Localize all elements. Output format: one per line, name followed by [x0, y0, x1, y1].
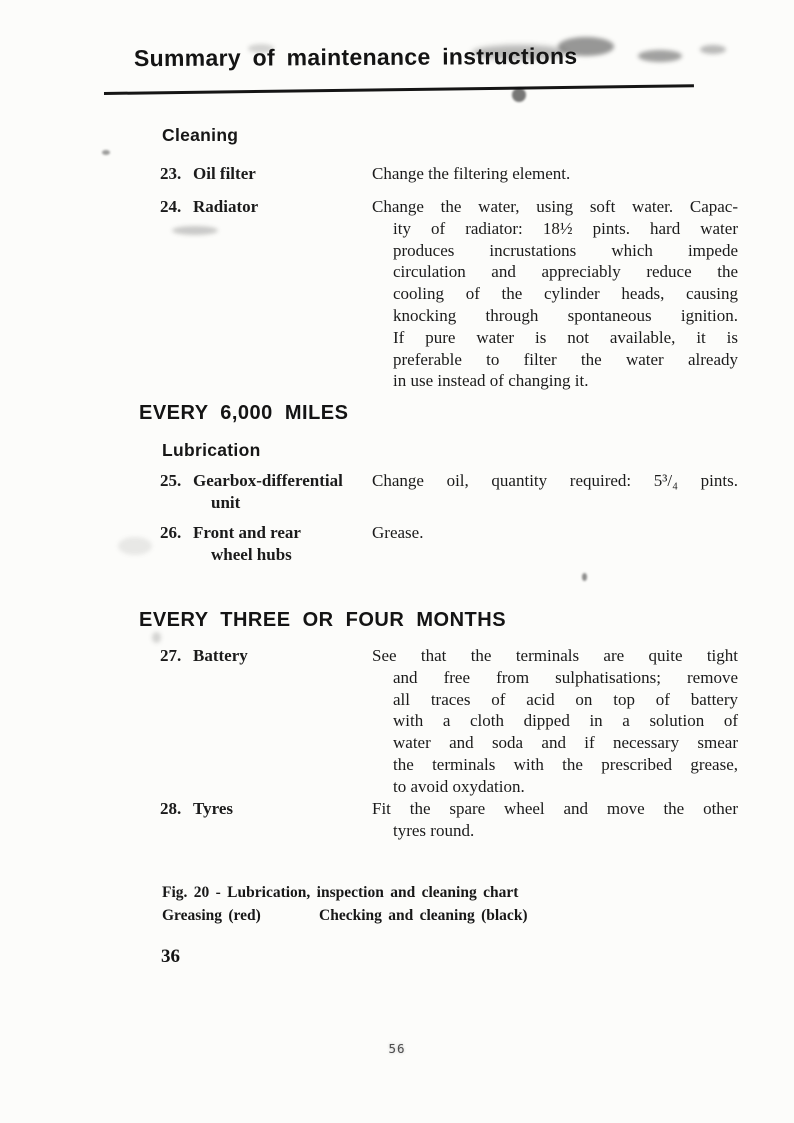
desc-line: Change the filtering element.: [372, 164, 571, 183]
desc-line: If pure water is not available, it is: [393, 327, 738, 347]
desc-line: ity of radiator: 18½ pints. hard water: [393, 218, 738, 238]
item-label: Battery: [193, 646, 248, 665]
desc-line: and free from sulphatisations; remove: [393, 667, 738, 687]
page-title: Summary of maintenance instructions: [133, 42, 578, 72]
desc-line: with a cloth dipped in a solution of: [393, 711, 738, 731]
item-number: 28.: [160, 799, 182, 818]
scan-speckle: [512, 88, 526, 102]
desc-line: water and soda and if necessary smear: [393, 733, 738, 753]
item-label: Radiator: [193, 197, 259, 216]
item-row-radiator: [160, 196, 738, 392]
item-description: [372, 470, 738, 514]
item-description: [372, 196, 738, 392]
scan-speckle: [118, 537, 152, 555]
desc-line: circulation and appreciably reduce the: [393, 262, 738, 282]
item-label: Gearbox-differential unit: [193, 471, 343, 512]
desc-line: to avoid oxydation.: [393, 776, 525, 796]
scan-speckle: [700, 45, 726, 54]
item-label: Front and rear wheel hubs: [193, 523, 301, 564]
desc-line: knocking through spontaneous ignition.: [393, 305, 738, 325]
desc-line: in use instead of changing it.: [393, 371, 589, 391]
item-row-oil-filter: [160, 163, 738, 185]
item-row-wheel-hubs: [160, 522, 738, 566]
desc-line: all traces of acid on top of battery: [393, 689, 738, 709]
item-row-tyres: [160, 798, 738, 842]
scan-speckle: [638, 50, 682, 62]
item-row-gearbox: [160, 470, 738, 514]
title-rule: [104, 84, 694, 95]
item-row-battery: [160, 645, 738, 798]
desc-line: produces incrustations which impede: [393, 240, 738, 260]
figure-legend-checking: Checking and cleaning (black): [319, 907, 528, 924]
item-label: Tyres: [193, 799, 233, 818]
figure-caption-legend: [162, 907, 528, 925]
section-subheading-lubrication: Lubrication: [162, 440, 261, 460]
book-page-number: 36: [161, 946, 180, 967]
item-number: 27.: [160, 646, 182, 665]
scan-speckle: [152, 632, 161, 643]
desc-line: tyres round.: [393, 820, 475, 840]
section-heading-three-four-months: EVERY THREE OR FOUR MONTHS: [139, 609, 507, 631]
item-description: [372, 798, 738, 842]
desc-line: cooling of the cylinder heads, causing: [393, 284, 738, 304]
scan-speckle: [102, 150, 110, 155]
desc-line: preferable to filter the water already: [393, 349, 738, 369]
item-label: Oil filter: [193, 164, 256, 183]
desc-line: Change oil, quantity required: 5³/₄ pints.: [372, 471, 738, 490]
desc-line: Change the water, using soft water. Capac-: [372, 197, 738, 216]
desc-line: See that the terminals are quite tight: [372, 646, 738, 665]
item-number: 23.: [160, 164, 182, 183]
item-description: [372, 522, 738, 566]
item-number: 26.: [160, 523, 182, 542]
desc-line: Grease.: [372, 523, 424, 542]
scan-speckle: [582, 573, 587, 581]
viewer-page-number: 56: [388, 1041, 406, 1056]
item-description: [372, 645, 738, 798]
figure-legend-greasing: Greasing (red): [162, 907, 261, 924]
section-heading-6000-miles: EVERY 6,000 MILES: [139, 402, 349, 424]
item-description: [372, 163, 738, 185]
desc-line: Fit the spare wheel and move the other: [372, 799, 738, 818]
desc-line: the terminals with the prescribed grease,: [393, 754, 738, 774]
figure-caption-title: Fig. 20 - Lubrication, inspection and cleaning chart: [162, 884, 519, 901]
item-number: 25.: [160, 471, 182, 490]
section-subheading-cleaning: Cleaning: [162, 125, 239, 145]
item-number: 24.: [160, 197, 182, 216]
